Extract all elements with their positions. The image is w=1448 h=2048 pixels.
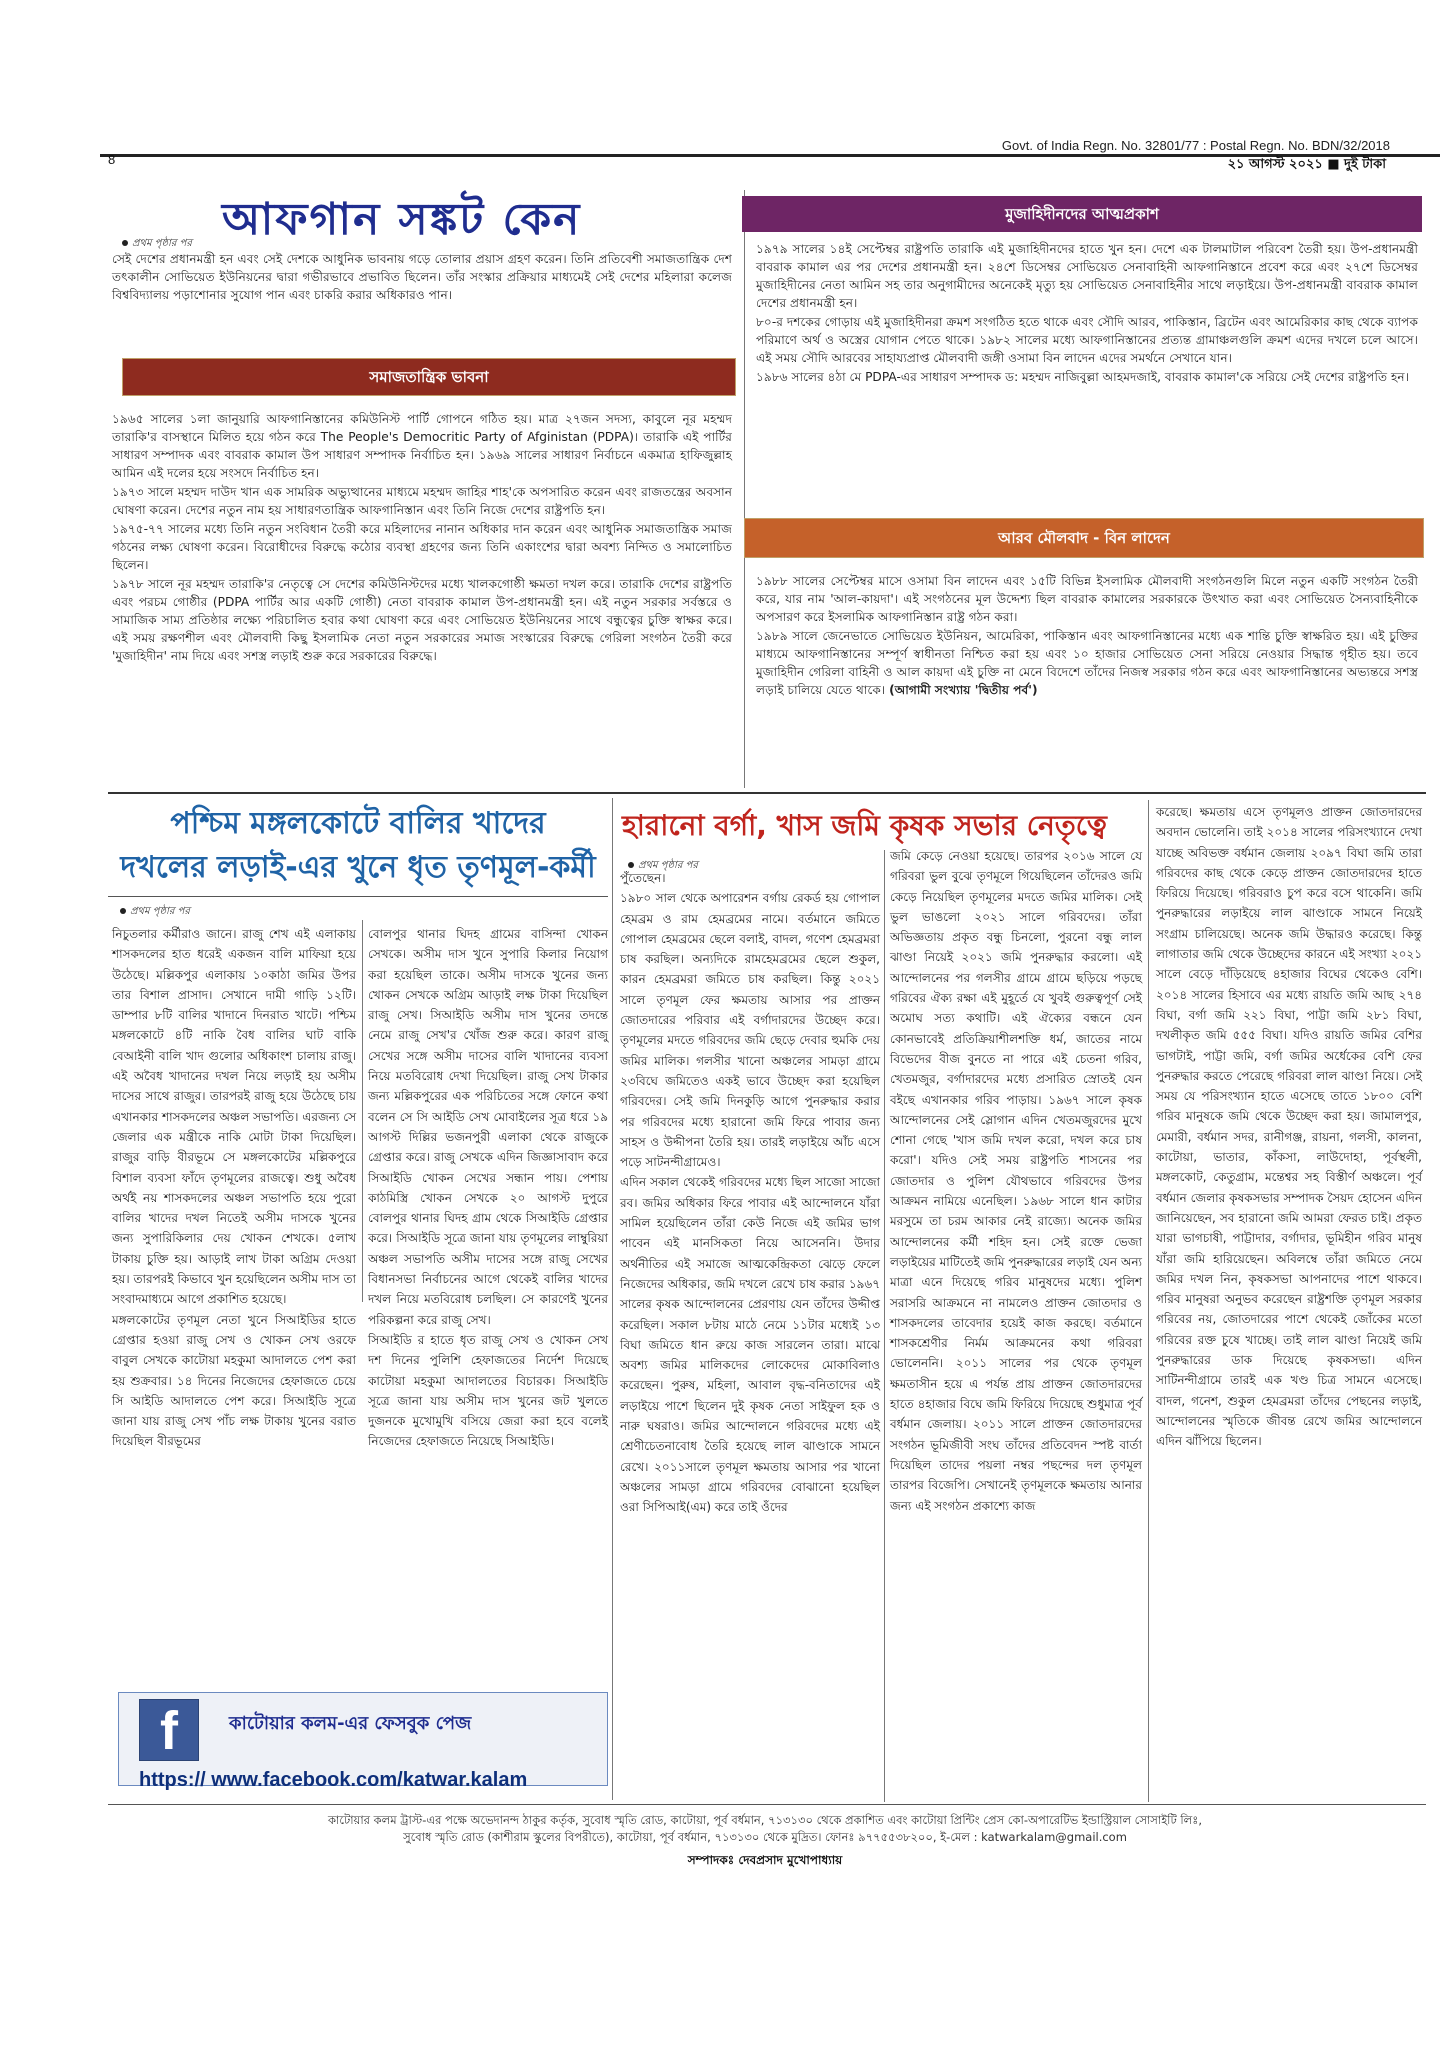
- barga-col1: পুঁতেছেন। ১৯৮০ সাল থেকে অপারেশন বর্গায় রেকর্ড হয় গোপাল হেমব্রম ও রাম হেমব্রমের নামে। বর্তমানে জমিতে গোপাল হেমব্রমের ছেলে বলাই, বাদল, গণেশ হেমব্রমরা চাষ করছিল। অন্যদিকে রামহেমব্রমের ছেলে শুকুল, কারন হেমব্রমরা জমিতে চাষ করছিল। কিন্তু ২০২১ সালে তৃণমূল ফের ক্ষমতায় আসার পর প্রাক্তন জোতদারের পরিবার এই বর্গাদারদের উচ্ছেদ করে। তৃণমূলের মদতে গরিবদের জমি ছেড়ে দেবার হুমকি দেয় জমির মালিক। গলসীর খানো অঞ্চলের সামড়া গ্রামে ২৩বিঘে জমিতেও একই ভাবে উচ্ছেদ করা হয়েছিল গরিবদের। সেই জমি দিনকুড়ি আগে পুনরুদ্ধার করার পর গরিবদের মধ্যে হারানো জমি ফিরে পাবার জন্য সাহস ও উদ্দীপনা তৈরি হয়। তারই লড়াইয়ে আঁচ এসে পড়ে সাটনন্দীগ্রামেও। এদিন সকাল থেকেই গরিবদের মধ্যে ছিল সাজো সাজো রব। জমির অধিকার ফিরে পাবার এই আন্দোলনে যাঁরা সামিল হয়েছিলেন তাঁরা কেউ নিজে এই জমির ভাগ পাবেন এই মানসিকতা নিয়ে আসেননি। উদার অর্থনীতির এই সমাজে আত্মকেন্দ্রিকতা ঝেড়ে ফেলে নিজেদের অধিকার, জমি দখলে রেখে চাষ করার ১৯৬৭ সালের কৃষক আন্দোলনের প্রেরণায় যেন তাঁদের উদ্দীপ্ত করেছিল। সকাল ৮টায় মাঠে নেমে ১১টার মধ্যেই ১৩ বিঘা জমিতে ধান রুয়ে কাজ সারলেন তারা। মাঝে অবশ্য জমির মালিকদের লোকেদের মোকাবিলাও করেছেন। পুরুষ, মহিলা, আবাল বৃদ্ধ-বনিতাদের এই লড়াইয়ে পাশে ছিলেন দুই কৃষক নেতা সাইফুল হক ও নারু ঘষরাও। জমির আন্দোলনে গরিবদের মধ্যে এই শ্রেণীচেতনাবোধ তৈরি হয়েছে লাল ঝাণ্ডাকে সামনে রেখে। ২০১১সালে তৃণমূল ক্ষমতায় আসার পর খানো অঞ্চলের সামড়া গ্রামে গরিবদের বোঝানো হয়েছিল ওরা সিপিআই(এম) করে তাই ওঁদের: [620, 871, 880, 1515]
- section-header-socialist: সমাজতান্ত্রিক ভাবনা: [122, 358, 736, 396]
- barga-col2: জমি কেড়ে নেওয়া হয়েছে। তারপর ২০১৬ সালে যে গরিবরা ভুল বুঝে তৃণমূলে গিয়েছিলেন তাঁদেরও জমি কেড়ে নিয়েছিল তৃণমূলের মদতে জমির মালিক। সেই ভুল ভাঙলো ২০২১ সালে গরিবদের। তাঁরা অভিজ্ঞতায় প্রকৃত বন্ধু চিনলো, পুরনো বন্ধু লাল ঝাণ্ডা নিয়েই ২০২১ জমি পুনরুদ্ধার করলো। এই আন্দোলনের পর গলসীর গ্রামে গ্রামে ছড়িয়ে পড়ছে গরিবের ঐক্য রক্ষা এই মুহূর্তে যে খুবই গুরুত্বপূর্ণ সেই অমোঘ সত্য কথাটি। এই ঐক্যের বন্ধনে যেন কোনভাবেই প্রতিক্রিয়াশীলশক্তি ধর্ম, জাতের নামে বিভেদের বীজ বুনতে না পারে এই চেতনা গরিব, খেতমজুর, বর্গাদারদের মধ্যে প্রসারিত স্রোতই যেন বইছে এখানকার গরিব পাড়ায়। ১৯৬৭ সালে কৃষক আন্দোলনের সেই স্লোগান এদিন খেতমজুরদের মুখে শোনা গেছে 'খাস জমি দখল করো, দখল করে চাষ করো'। যদিও সেই সময় রাষ্ট্রপতি শাসনের পর জোতদার ও পুলিশ যৌথভাবে গরিবদের উপর আক্রমন নামিয়ে এনেছিল। ১৯৬৮ সালে ধান কাটার মরসুমে তা চরম আকার নেই রাজ্যে। অনেক জমির আন্দোলনের কর্মী শহিদ হন। সেই রক্তে ভেজা লড়াইয়ের মাটিতেই জমি পুনরুদ্ধারের লড়াই যেন অন্য মাত্রা এনে দিয়েছে গরিব মানুষদের মধ্যে। পুলিশ সরাসরি আক্রমনে না নামলেও প্রাক্তন জোতদার ও শাসকদলের তাবেদার হয়েই কাজ করছে। বর্তমানে শাসকশ্রেণীর নির্মম আক্রমনের কথা গরিবরা ভোলেননি। ২০১১ সালের পর থেকে তৃণমূল ক্ষমতাসীন হয়ে এ পর্যন্ত প্রায় প্রাক্তন জোতদারদের হাতে ৪হাজার বিঘে জমি ফিরিয়ে দিয়েছে শুধুমাত্র পূর্ব বর্ধমান জেলায়। ২০১১ সালে প্রাক্তন জোতদারদের সংগঠন ভূমিজীবী সংঘ তাঁদের প্রতিবেদন স্পষ্ট বার্তা দিয়েছিল তাদের পয়লা নম্বর পছন্দের দল তৃণমূল তারপর বিজেপি। সেখানেই তৃণমূলকে ক্ষমতায় আনার জন্য এই সংগঠন প্রকাশ্যে কাজ: [890, 849, 1142, 1513]
- afghan-section1-body: [112, 410, 732, 666]
- continued-note: প্রথম পৃষ্ঠার পর: [628, 858, 698, 875]
- mangalkot-col2: বোলপুর থানার ঘিদহ গ্রামের বাসিন্দা খোকন সেখকে। অসীম দাস খুনে সুপারি কিলার নিয়োগ করা হয়েছিল তাকে। অসীম দাসকে খুনের জন্য খোকন সেখকে অগ্রিম আড়াই লক্ষ টাকা দিয়েছিল রাজু সেখ। সিআইডি অসীম দাস খুনের তদন্তে নেমে রাজু সেখ'র খোঁজ শুরু করে। কারণ রাজু সেখের সঙ্গে অসীম দাসের বালি খাদানের ব্যবসা নিয়ে মতবিরোধ দেখা দিয়েছিল। রাজু সেখ টাকার জন্য মল্লিকপুরের এক পরিচিতের সঙ্গে ফোনে কথা বলেন সে সি আইডি সেখ মোবাইলের সূত্র ধরে ১৯ আগস্ট দিল্লির ভজনপুরী এলাকা থেকে রাজুকে গ্রেপ্তার করে। রাজু সেখকে এদিন জিজ্ঞাসাবাদ করে সিআইডি খোকন সেখের সন্ধান পায়। পেশায় কাঠমিস্ত্রি খোকন সেখকে ২০ আগস্ট দুপুরে বোলপুর থানার ঘিদহ গ্রাম থেকে সিআইডি গ্রেপ্তার করে। সিআইডি সূত্রে জানা যায় তৃণমূলের লাম্বুরিয়া অঞ্চল সভাপতি অসীম দাসের সঙ্গে রাজু সেখের বিধানসভা নির্বাচনের আগে থেকেই বালির খাদের দখল নিয়ে মতবিরোধ চলছিল। সে কারণেই খুনের পরিকল্পনা করে রাজু সেখ। সিআইডি র হাতে ধৃত রাজু সেখ ও খোকন সেখ দশ দিনের পুলিশি হেফাজতের নির্দেশ দিয়েছে কাটোয়া মহকুমা আদালতের বিচারক। সিআইডি সূত্রে জানা যায় অসীম দাস খুনের জট খুলতে দুজনকে মুখোমুখি বসিয়ে জেরা করা হবে বলেই নিজেদের হেফাজতে নিয়েছে সিআইডি।: [368, 927, 608, 1449]
- column-divider: [612, 798, 613, 1800]
- column-divider: [884, 850, 885, 1802]
- section-rule: [108, 792, 1426, 794]
- bullet-icon: [122, 240, 128, 246]
- next-issue-note: (আগামী সংখ্যায় 'দ্বিতীয় পর্ব'): [889, 683, 1038, 697]
- dateline: ২১ আগস্ট ২০২১ ■ দুই টাকা: [1227, 157, 1386, 172]
- afghan-intro: সেই দেশের প্রধানমন্ত্রী হন এবং সেই দেশকে আধুনিক ভাবনায় গড়ে তোলার প্রয়াস গ্রহণ করেন। তিনি প্রতিবেশী সমাজতান্ত্রিক দেশ তৎকালীন সোভিয়েত ইউনিয়নের দ্বারা গভীরভাবে প্রভাবিত ছিলেন। তাঁর সংস্কার প্রক্রিয়ার মাধ্যমেই সেই দেশের মহিলারা কলেজ বিশ্ববিদ্যালয় পড়াশোনার সুযোগ পান এবং চাকরি করার অধিকারও পান।: [112, 252, 732, 302]
- column-divider: [362, 920, 363, 1302]
- barga-col3: করেছে। ক্ষমতায় এসে তৃণমূলও প্রাক্তন জোতদারদের অবদান ভোলেনি। তাই ২০১৪ সালের পরিসংখ্যানে দেখা যাচ্ছে অবিভক্ত বর্ধমান জেলায় ২০৯৭ বিঘা জমি তারা গরিবদের কাছ থেকে কেড়ে প্রাক্তন জোতদারদের হাতে ফিরিয়ে দিয়েছে। গরিবরাও চুপ করে বসে থাকেনি। জমি পুনরুদ্ধারের লড়াইয়ে লাল ঝাণ্ডাকে সামনে নিয়েই সংগ্রাম চালিয়েছে। অনেক জমি উদ্ধারও করেছে। কিন্তু লাগাতার জমি থেকে উচ্ছেদের কারনে এই সংখ্যা ২০২১ সালে বেড়ে দাঁড়িয়েছে ৪হাজার বিঘের থেকেও বেশি। ২০১৪ সালের হিসাবে এর মধ্যে রায়তি জমি আছ ২৭৪ বিঘা, বর্গা জমি ২২১ বিঘা, পাট্টা জমি ২৮১ বিঘা, দখলীকৃত জমি ৫৫৫ বিঘা। যদিও রায়তি জমির বেশির ভাগটাই, পাট্টা জমি, বর্গা জমির অর্ধেকের বেশি ফের পুনরুদ্ধার করতে পেরেছে গরিবরা লাল ঝাণ্ডা নিয়ে। সেই সময় যে পরিসংখ্যান হাতে এসেছে তাতে ১৮০০ বেশি গরিব মানুষকে জমি থেকে উচ্ছেদ করা হয়। জামালপুর, মেমারী, বর্ধমান সদর, রানীগঞ্জ, রায়না, গলসী, কালনা, কাটোয়া, ভাতার, কাঁকসা, লাউদোহা, পূর্বস্থলী, মঙ্গলকোট, কেতুগ্রাম, মন্তেশ্বর সহ বিস্তীর্ণ অঞ্চলে। পূর্ব বর্ধমান জেলার কৃষকসভার সম্পাদক সৈয়দ হোসেন এদিন জানিয়েছেন, সব হারানো জমি আমরা ফেরত চাই। প্রকৃত যারা ভাগচাষী, পাট্টাদার, বর্গাদার, ভূমিহীন গরিব মানুষ যাঁরা জমি হারিয়েছেন। অবিলম্বে তাঁরা জমিতে নেমে জমির দখল নিন, কৃষকসভা আপনাদের পাশে থাকবে। গরিব মানুষরা অনুভব করেছেন রাষ্ট্রশক্তি তৃণমূল সরকার গরিবের নয়, জোতদারের পাশে থেকেই জোঁকের মতো গরিবের রক্ত চুষে খাচ্ছে। তাই লাল ঝাণ্ডা নিয়েই জমি পুনরুদ্ধারের ডাক দিয়েছে কৃষকসভা। এদিন সাটিনন্দীগ্রামে তারই এক খণ্ড চিত্র সামনে এসেছে। বাদল, গনেশ, শুকুল হেমব্রমরা তাঁদের পেছনের লড়াই, আন্দোলনের স্মৃতিকে জীবন্ত রেখে জমির আন্দোলনে এদিন ঝাঁপিয়ে ছিলেন।: [1156, 805, 1422, 1449]
- footer-rule: [108, 1804, 1426, 1805]
- facebook-link[interactable]: https:// www.facebook.com/katwar.kalam: [139, 1769, 528, 1791]
- facebook-promo-box: [118, 1692, 608, 1791]
- continued-note: প্রথম পৃষ্ঠার পর: [122, 236, 192, 253]
- facebook-title: কাটোয়ার কলম-এর ফেসবুক পেজ: [229, 1713, 472, 1734]
- section-header-mujahideen: মুজাহিদীনদের আত্মপ্রকাশ: [742, 196, 1422, 232]
- afghan-section2-body: [756, 240, 1418, 387]
- continued-note: প্রথম পৃষ্ঠার পর: [120, 904, 190, 921]
- paragraph: ১৯৮৬ সালের ৪ঠা মে PDPA-এর সাধারণ সম্পাদক ড: মহম্মদ নাজিবুল্লা আহমদজাই, বাবরাক কামাল'কে সরিয়ে সেই দেশের রাষ্ট্রপতি হন।: [756, 370, 1410, 384]
- paragraph: ৮০-র দশকের গোড়ায় এই মুজাহিদীনরা ক্রমশ সংগঠিত হতে থাকে এবং সৌদি আরব, পাকিস্তান, ব্রিটেন এবং আমেরিকার কাছ থেকে ব্যাপক পরিমাণে অর্থ ও অস্ত্রের যোগান পেতে থাকে। ১৯৮২ সালের মধ্যে আফগানিস্তানের প্রত্যন্ত গ্রামাঞ্চলগুলি ক্রমশ এদের দখলে চলে আসে। এই সময় সৌদি আরবের সাহায্যপ্রাপ্ত মৌলবাদী জঙ্গী ওসামা বিন লাদেন এদের সমর্থনে সেখানে যান।: [756, 315, 1418, 365]
- article-mangalkot-title: পশ্চিম মঙ্গলকোটে বালির খাদের দখলের লড়াই-এর খুনে ধৃত তৃণমূল-কর্মী: [120, 806, 596, 885]
- afghan-section3-body: [756, 572, 1418, 700]
- mangalkot-col1: নিচুতলার কর্মীরাও জানে। রাজু শেখ এই এলাকায় শাসকদলের হাত ধরেই একজন বালি মাফিয়া হয়ে উঠেছে। মল্লিকপুর এলাকায় ১০কাঠা জমির উপর তার বিশাল প্রাসাদ। সেখানে দামী গাড়ি ১২টি। ডাম্পার ৮টি বালির খাদানে দিনরাত খাটে। পশ্চিম মঙ্গলকোটে ৪টি নাকি বৈধ বালির ঘাট বাকি বেআইনী বালি খাদ গুলোর অধিকাংশ চালায় রাজু। এই অবৈধ খাদানের দখল নিয়ে লড়াই হয় অসীম দাসের সাথে রাজুর। তারপরই রাজু হয়ে উঠেছে চায় এখানকার শাসকদলের অঞ্চল সভাপতি। এরজন্য সে জেলার এক মন্ত্রীকে নাকি মোটা টাকা দিয়েছিল। রাজুর বাড়ি বীরভূমে সে মঙ্গলকোটের মল্লিকপুরে বিশাল ব্যবসা ফাঁদে তৃণমূলের রাজত্বে। শুধু অবৈধ অর্থই নয় শাসকদলের অঞ্চল সভাপতি হয়ে পুরো বালির খাদের দখল নিতেই অসীম দাসকে খুনের জন্য সুপারিকিলার দেয় খোকন শেখকে। ৫লাখ টাকায় চুক্তি হয়। আড়াই লাখ টাকা অগ্রিম দেওয়া হয়। তারপরই কিভাবে খুন হয়েছিলেন অসীম দাস তা সংবাদমাধ্যমে আগে প্রকাশিত হয়েছে। মঙ্গলকোটের তৃণমূল নেতা খুনে সিআইডির হাতে গ্রেপ্তার হওয়া রাজু সেখ ও খোকন সেখ ওরফে বাবুল সেখকে কাটোয়া মহকুমা আদালতে পেশ করা হয় শুক্রবার। ১৪ দিনের নিজেদের হেফাজতে চেয়ে সি আইডি আদালতে পেশ করে। সিআইডি সূত্রে জানা যায় রাজু সেখ পাঁচ লক্ষ টাকায় খুনের বরাত দিয়েছিল বীরভূমের: [112, 927, 356, 1449]
- section-header-bin-laden: আরব মৌলবাদ - বিন লাদেন: [744, 518, 1424, 558]
- column-divider: [1148, 800, 1149, 1802]
- paragraph: ১৯৮৮ সালের সেপ্টেম্বর মাসে ওসামা বিন লাদেন এবং ১৫টি বিভিন্ন ইসলামিক মৌলবাদী সংগঠনগুলি মিলে নতুন একটি সংগঠন তৈরী করে, যার নাম 'আল-কায়দা'। এই সংগঠনের মূল উদ্দেশ্য ছিল বাবরাক কামালের সরকারকে উৎখাত করা এবং সোভিয়েত সৈন্যবাহিনীকে অপসারণ করে ইসলামিক আফগানিস্তান রাষ্ট্র গঠন করা।: [756, 574, 1418, 624]
- registration-line: Govt. of India Regn. No. 32801/77 : Postal Regn. No. BDN/32/2018: [1001, 138, 1390, 153]
- page-number: 8: [108, 152, 116, 167]
- article-barga-title: হারানো বর্গা, খাস জমি কৃষক সভার নেতৃত্বে: [622, 809, 1107, 842]
- paragraph: ১৯৭৫-৭৭ সালের মধ্যে তিনি নতুন সংবিধান তৈরী করে মহিলাদের নানান অধিকার দান করেন এবং আধুনিক সমাজতান্ত্রিক সমাজ গঠনের লক্ষ্য ঘোষণা করেন। বিরোধীদের বিরুদ্ধে কঠোর ব্যবস্থা গ্রহণের জন্য তিনি একাংশের দ্বারা অবশ্য নিন্দিত ও সমালোচিত ছিলেন।: [112, 522, 732, 572]
- paragraph: ১৯৬৫ সালের ১লা জানুয়ারি আফগানিস্তানের কমিউনিস্ট পার্টি গোপনে গঠিত হয়। মাত্র ২৭জন সদস্য, কাবুলে নূর মহম্মদ তারাকি'র বাসস্থানে মিলিত হয়ে গঠন করে The People's Democritic Party of Afginistan (PDPA)। তারাকি এই পার্টির সাধারণ সম্পাদক এবং বাবরাক কামাল উপ সাধারণ সম্পাদক নির্বাচিত হন। ১৯৬৯ সালের সাধারণ নির্বাচনে একমাত্র হাফিজুল্লাহ আমিন এই দলের হয়ে সংসদে নির্বাচিত হন।: [112, 412, 732, 480]
- headline-rule: [108, 896, 608, 897]
- paragraph: ১৯৭৩ সালে মহম্মদ দাউদ খান এক সামরিক অভ্যুত্থানের মাধ্যমে মহম্মদ জাহির শাহ'কে অপসারিত করেন এবং রাজতন্ত্রের অবসান ঘোষণা করেন। দেশের নতুন নাম হয় সাধারণতান্ত্রিক আফগানিস্তান এবং তিনি নিজে দেশের রাষ্ট্রপতি হন।: [112, 485, 732, 517]
- article-afghan-title: আফগান সঙ্কট কেন: [222, 194, 582, 245]
- paragraph: ১৯৮৯ সালে জেনেভাতে সোভিয়েত ইউনিয়ন, আমেরিকা, পাকিস্তান এবং আফগানিস্তানের মধ্যে এক শান্তি চুক্তি স্বাক্ষরিত হয়। এই চুক্তির মাধ্যমে আফগানিস্তানের সম্পূর্ণ স্বাধীনতা নিশ্চিত করা হয় এবং ১০ হাজার সোভিয়েত সেনা সরিয়ে নেওয়ার সিদ্ধান্ত গৃহীত হয়। তবে মুজাহিদীন গেরিলা বাহিনী ও আল কায়দা এই চুক্তি না মেনে বিদেশে তাঁদের নিজস্ব সরকার গঠন করে এবং আফগানিস্তানের অভ্যন্তরে সশস্ত্র লড়াই চালিয়ে যেতে থাকে। (আগামী সংখ্যায় 'দ্বিতীয় পর্ব'): [756, 629, 1418, 697]
- imprint-footer: কাটোয়ার কলম ট্রাস্ট-এর পক্ষে অভেদানন্দ ঠাকুর কর্তৃক, সুবোধ স্মৃতি রোড, কাটোয়া, পূর্ব বর্ধমান, ৭১৩১৩০ থেকে প্রকাশিত এবং কাটোয়া প্রিন্টিং প্রেস কো-অপারেটিভ ইন্ডাস্ট্রিয়াল সোসাইটি লিঃ, সুবোধ স্মৃতি রোড (কাশীরাম স্কুলের বিপরীতে), কাটোয়া, পূর্ব বর্ধমান, ৭১৩১৩০ থেকে মুদ্রিত। ফোনঃ ৯৭৭৫৫৩৮২০০, ই-মেল : katwarkalam@gmail.com: [327, 1813, 1203, 1844]
- editor-credit: সম্পাদকঃ দেবপ্রসাদ মুখোপাধ্যায়: [687, 1853, 843, 1867]
- facebook-icon: f: [139, 1699, 199, 1761]
- bullet-icon: [120, 908, 126, 914]
- paragraph: ১৯৭৮ সালে নূর মহম্মদ তারাকি'র নেতৃত্বে সে দেশের কমিউনিস্টদের মধ্যে খালকগোষ্ঠী ক্ষমতা দখল করে। তারাকি দেশের রাষ্ট্রপতি এবং পরচম গোষ্ঠীর (PDPA পার্টির আর একটি গোষ্ঠী) নেতা বাবরাক কামাল উপ-প্রধানমন্ত্রী হন। এই নতুন সরকার সর্বস্তরে ও সামাজিক সাম্য প্রতিষ্ঠার লক্ষ্যে পরিচালিত হবার কথা ঘোষণা করে এবং সোভিয়েত ইউনিয়নের সাথে বন্ধুত্বের চুক্তি স্বাক্ষর করে। এই সময় রক্ষণশীল এবং মৌলবাদী কিছু ইসলামিক নেতা নতুন সরকারের সমাজ সংস্কারের বিরুদ্ধে গেরিলা সংগঠন তৈরী করে 'মুজাহিদীন' নাম দিয়ে এবং সশস্ত্র লড়াই শুরু করে সরকারের বিরুদ্ধে।: [112, 577, 732, 663]
- column-divider: [744, 190, 745, 788]
- paragraph: ১৯৭৯ সালের ১৪ই সেপ্টেম্বর রাষ্ট্রপতি তারাকি এই মুজাহিদীনদের হাতে খুন হন। দেশে এক টালমাটাল পরিবেশ তৈরী হয়। উপ-প্রধানমন্ত্রী বাবরাক কামাল এর পর দেশের প্রধানমন্ত্রী হন। ২৪শে ডিসেম্বর সোভিয়েত সেনাবাহিনী আফগানিস্তানে প্রবেশ করে এবং ২৭শে ডিসেম্বর মুজাহিদীনের নেতা আমিন সহ তার অনুগামীদের অনেকেই মৃত্যু হয় সোভিয়েত সেনাবাহিনীর সাথে লড়াইয়ে। উপ-প্রধানমন্ত্রী বাবরাক কামাল দেশের প্রধানমন্ত্রী হন।: [756, 242, 1418, 310]
